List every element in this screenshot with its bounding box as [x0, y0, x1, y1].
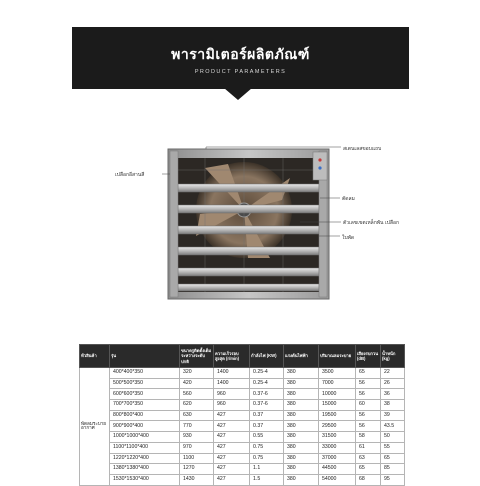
table-cell: 1430: [180, 474, 214, 485]
table-cell: 630: [180, 410, 214, 421]
table-cell: 380: [284, 464, 319, 475]
callout-blade: ใบพัด: [342, 235, 355, 241]
table-cell: 63: [356, 453, 381, 464]
table-cell: 427: [214, 442, 250, 453]
table-cell: 56: [356, 421, 381, 432]
table-cell: 620: [180, 400, 214, 411]
callout-wind-cut: ตัดลม: [342, 196, 355, 202]
table-cell: 85: [381, 464, 405, 475]
table-cell: 0.37: [250, 421, 284, 432]
table-row: [80, 453, 405, 464]
table-cell: 1100: [180, 453, 214, 464]
table-cell: 900*900*400: [110, 421, 180, 432]
table-cell: 44500: [319, 464, 356, 475]
table-cell: 1530*1530*400: [110, 474, 180, 485]
table-cell: 0.75: [250, 453, 284, 464]
table-cell: 0.55: [250, 432, 284, 443]
table-cell: 65: [356, 464, 381, 475]
table-cell: 0.37: [250, 410, 284, 421]
table-cell: 427: [214, 410, 250, 421]
page-title: พารามิเตอร์ผลิตภัณฑ์: [171, 47, 310, 63]
table-row: [80, 378, 405, 389]
table-cell: 1400: [214, 378, 250, 389]
table-cell: 0.37-6: [250, 400, 284, 411]
table-cell: 970: [180, 442, 214, 453]
table-cell: 56: [356, 389, 381, 400]
table-cell: 3500: [319, 368, 356, 379]
spec-table-body: [80, 368, 405, 486]
table-cell: 380: [284, 400, 319, 411]
table-cell: 1.5: [250, 474, 284, 485]
table-cell: 43.5: [381, 421, 405, 432]
table-row: [80, 432, 405, 443]
table-cell: 1220*1220*400: [110, 453, 180, 464]
table-cell: 500*500*350: [110, 378, 180, 389]
table-cell: 56: [356, 410, 381, 421]
table-cell: 380: [284, 368, 319, 379]
table-cell: 1270: [180, 464, 214, 475]
table-cell: 380: [284, 421, 319, 432]
table-cell: 0.25-4: [250, 368, 284, 379]
table-cell: 380: [284, 389, 319, 400]
callout-steel-frame: ตัวเลขเขตเหล็กพัน เปลือก: [343, 220, 399, 226]
callout-stainless-trim: สเตนเลสขอบแถบ: [343, 146, 382, 152]
table-cell: 427: [214, 432, 250, 443]
table-cell: 56: [356, 378, 381, 389]
col-header-weight: น้ำหนัก (kg): [381, 345, 405, 368]
table-cell: 61: [356, 442, 381, 453]
col-header-noise: เสียงรบกวน (dB): [356, 345, 381, 368]
control-box: [313, 152, 327, 180]
table-cell: 33000: [319, 442, 356, 453]
table-cell: 427: [214, 464, 250, 475]
table-cell: 800*800*400: [110, 410, 180, 421]
table-cell: 1000*1000*400: [110, 432, 180, 443]
table-cell: 380: [284, 453, 319, 464]
table-row: [80, 368, 405, 379]
table-row: [80, 421, 405, 432]
table-cell: 380: [284, 432, 319, 443]
table-row: [80, 400, 405, 411]
table-row: [80, 442, 405, 453]
col-header-power: กำลังไฟ (KW): [250, 345, 284, 368]
col-header-model: รุ่น: [110, 345, 180, 368]
col-header-airflow: ปริมาณลมระบาย: [319, 345, 356, 368]
table-cell: 380: [284, 410, 319, 421]
table-cell: 427: [214, 474, 250, 485]
table-cell: 65: [381, 453, 405, 464]
table-cell: 54000: [319, 474, 356, 485]
table-row: [80, 464, 405, 475]
table-cell: 29500: [319, 421, 356, 432]
table-cell: 1380*1380*400: [110, 464, 180, 475]
table-cell: 22: [381, 368, 405, 379]
table-cell: 26: [381, 378, 405, 389]
table-cell: 420: [180, 378, 214, 389]
table-cell: 60: [356, 400, 381, 411]
spec-table: [79, 344, 405, 486]
table-cell: 700*700*350: [110, 400, 180, 411]
table-cell: 380: [284, 442, 319, 453]
col-header-product: หัวสินค้า: [80, 345, 110, 368]
table-row: [80, 389, 405, 400]
table-row: [80, 410, 405, 421]
table-cell: 960: [214, 389, 250, 400]
table-cell: 15000: [319, 400, 356, 411]
table-cell: 380: [284, 378, 319, 389]
category-cell: พัดลมระบายอากาศ: [80, 368, 110, 486]
table-cell: 1100*1100*400: [110, 442, 180, 453]
col-header-speed: ความเร็วรอบสูงสุด (r/min): [214, 345, 250, 368]
table-cell: 770: [180, 421, 214, 432]
table-cell: 380: [284, 474, 319, 485]
table-cell: 55: [381, 442, 405, 453]
table-cell: 1400: [214, 368, 250, 379]
table-cell: 39: [381, 410, 405, 421]
table-cell: 36: [381, 389, 405, 400]
table-cell: 560: [180, 389, 214, 400]
table-cell: 68: [356, 474, 381, 485]
table-cell: 7000: [319, 378, 356, 389]
table-cell: 1.1: [250, 464, 284, 475]
table-cell: 19500: [319, 410, 356, 421]
table-cell: 427: [214, 453, 250, 464]
table-cell: 31500: [319, 432, 356, 443]
table-cell: 37000: [319, 453, 356, 464]
table-cell: 10000: [319, 389, 356, 400]
table-cell: 930: [180, 432, 214, 443]
table-cell: 58: [356, 432, 381, 443]
callout-housing-color: เปลือกอีสานสี: [115, 172, 145, 178]
table-cell: 427: [214, 421, 250, 432]
col-header-install-size: ขนาดรูติดตั้งเต็มระหว่างระดับปกติ: [180, 345, 214, 368]
spec-table-header-row: [80, 345, 405, 368]
table-cell: 400*400*350: [110, 368, 180, 379]
table-cell: 600*600*350: [110, 389, 180, 400]
col-header-voltage: แรงดันไฟฟ้า: [284, 345, 319, 368]
table-cell: 95: [381, 474, 405, 485]
table-cell: 960: [214, 400, 250, 411]
table-cell: 320: [180, 368, 214, 379]
table-cell: 0.25-4: [250, 378, 284, 389]
page-subtitle: PRODUCT PARAMETERS: [194, 69, 287, 75]
table-cell: 0.37-6: [250, 389, 284, 400]
table-cell: 0.75: [250, 442, 284, 453]
table-cell: 38: [381, 400, 405, 411]
table-cell: 65: [356, 368, 381, 379]
table-cell: 50: [381, 432, 405, 443]
